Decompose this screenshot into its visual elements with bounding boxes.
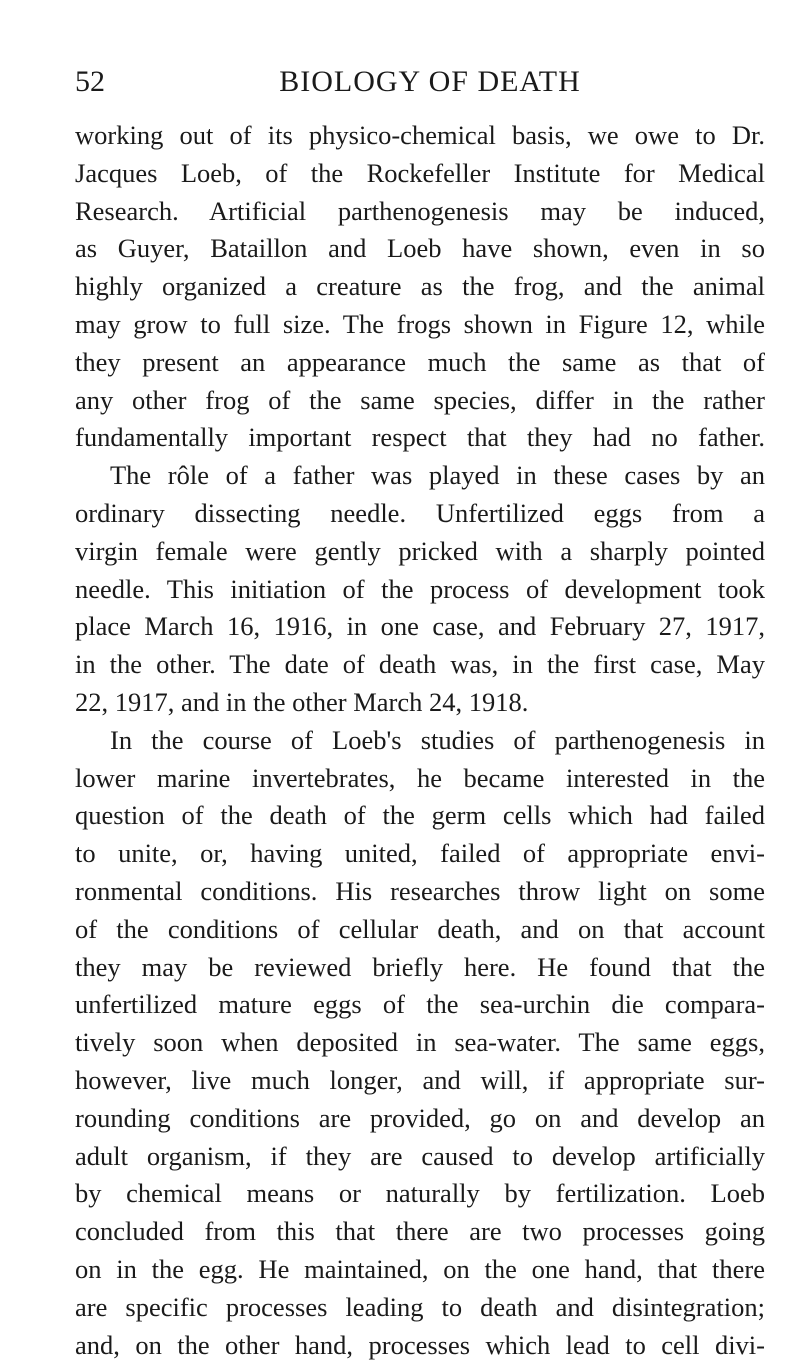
text-line: they may be reviewed briefly here. He found that the — [75, 949, 765, 987]
text-line: highly organized a creature as the frog, and the animal — [75, 268, 765, 306]
page-number: 52 — [75, 62, 105, 102]
text-line: unfertilized mature eggs of the sea-urchin die compara- — [75, 986, 765, 1024]
body-text — [75, 117, 765, 1364]
page-header — [75, 62, 765, 102]
text-line: however, live much longer, and will, if appropriate sur- — [75, 1062, 765, 1100]
text-line: in the other. The date of death was, in the first case, May — [75, 646, 765, 684]
text-line: on in the egg. He maintained, on the one hand, that there — [75, 1251, 765, 1289]
text-line: of the conditions of cellular death, and on that account — [75, 911, 765, 949]
text-line: fundamentally important respect that they had no father. — [75, 419, 765, 457]
text-line: and, on the other hand, processes which lead to cell divi- — [75, 1327, 765, 1364]
text-line: place March 16, 1916, in one case, and February 27, 1917, — [75, 608, 765, 646]
paragraph-start-line: In the course of Loeb's studies of parthenogenesis in — [75, 722, 765, 760]
text-line: may grow to full size. The frogs shown in Figure 12, while — [75, 306, 765, 344]
running-head: BIOLOGY OF DEATH — [75, 62, 765, 102]
paragraph-start-line: The rôle of a father was played in these cases by an — [75, 457, 765, 495]
text-line: they present an appearance much the same as that of — [75, 344, 765, 382]
text-line: ronmental conditions. His researches throw light on some — [75, 873, 765, 911]
text-line: as Guyer, Bataillon and Loeb have shown, even in so — [75, 230, 765, 268]
text-line: by chemical means or naturally by fertilization. Loeb — [75, 1175, 765, 1213]
text-line: Jacques Loeb, of the Rockefeller Institute for Medical — [75, 155, 765, 193]
text-line: ordinary dissecting needle. Unfertilized eggs from a — [75, 495, 765, 533]
text-line: rounding conditions are provided, go on and develop an — [75, 1100, 765, 1138]
text-line: virgin female were gently pricked with a sharply pointed — [75, 533, 765, 571]
paragraph-end-line: 22, 1917, and in the other March 24, 1918. — [75, 684, 765, 722]
text-line: tively soon when deposited in sea-water. The same eggs, — [75, 1024, 765, 1062]
text-line: working out of its physico-chemical basis, we owe to Dr. — [75, 117, 765, 155]
text-line: concluded from this that there are two processes going — [75, 1213, 765, 1251]
text-line: adult organism, if they are caused to develop artificially — [75, 1138, 765, 1176]
text-line: are specific processes leading to death and disintegration; — [75, 1289, 765, 1327]
text-line: question of the death of the germ cells which had failed — [75, 797, 765, 835]
text-line: Research. Artificial parthenogenesis may be induced, — [75, 193, 765, 231]
text-line: any other frog of the same species, differ in the rather — [75, 382, 765, 420]
text-line: lower marine invertebrates, he became interested in the — [75, 760, 765, 798]
text-line: to unite, or, having united, failed of appropriate envi- — [75, 835, 765, 873]
text-line: needle. This initiation of the process of development took — [75, 571, 765, 609]
